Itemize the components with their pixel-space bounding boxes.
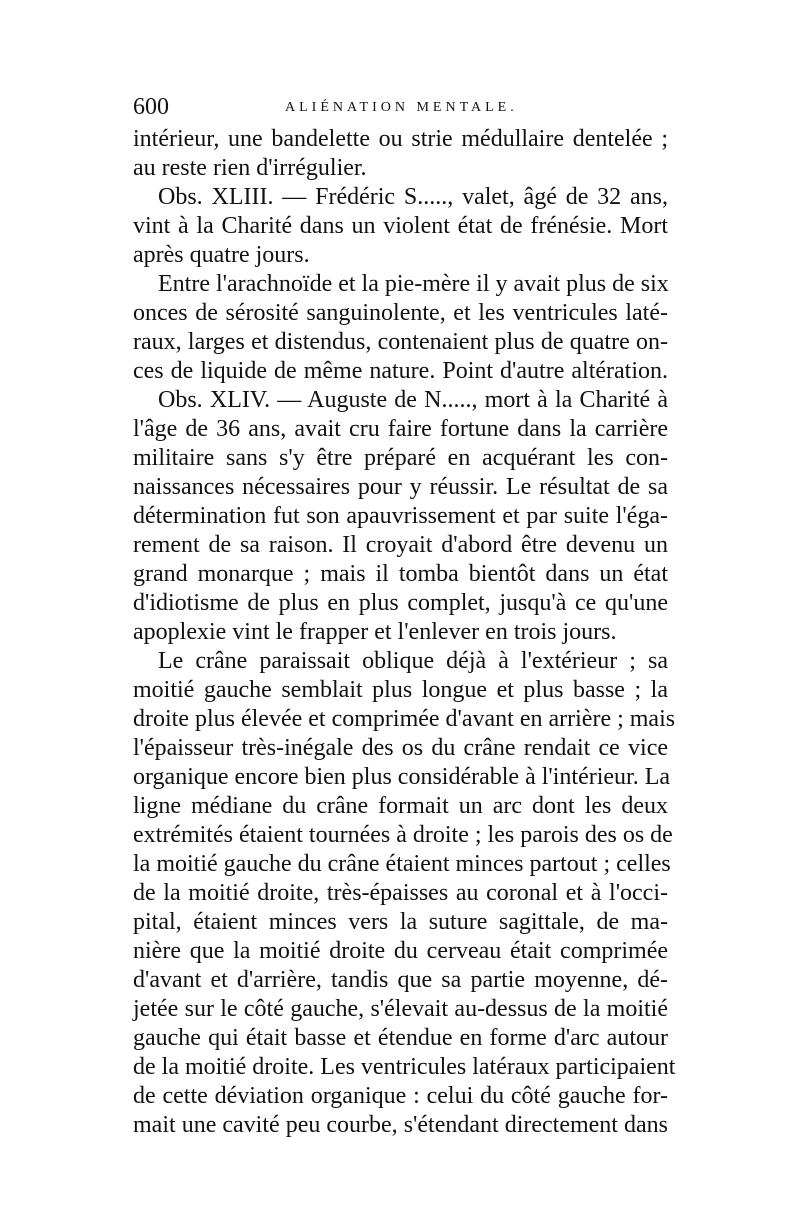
text-line: de la moitié droite, très-épaisses au coronal et à l'occi-	[133, 880, 668, 906]
text-line: détermination fut son apauvrissement et par suite l'éga-	[133, 503, 668, 529]
text-line: onces de sérosité sanguinolente, et les ventricules laté-	[133, 300, 668, 326]
text-line: Le crâne paraissait oblique déjà à l'extérieur ; sa	[158, 648, 668, 674]
text-line: raux, larges et distendus, contenaient plus de quatre on-	[133, 329, 668, 355]
text-line: d'avant et d'arrière, tandis que sa partie moyenne, dé-	[133, 967, 668, 993]
text-line: gauche qui était basse et étendue en forme d'arc autour	[133, 1025, 668, 1051]
text-line: militaire sans s'y être préparé en acquérant les con-	[133, 445, 668, 471]
page-number: 600	[133, 94, 169, 120]
text-line: de la moitié droite. Les ventricules latéraux participaient	[133, 1054, 676, 1080]
text-line: ligne médiane du crâne formait un arc dont les deux	[133, 793, 668, 819]
text-line: ces de liquide de même nature. Point d'autre altération.	[133, 358, 668, 384]
text-line: l'épaisseur très-inégale des os du crâne rendait ce vice	[133, 735, 668, 761]
text-line: rement de sa raison. Il croyait d'abord être devenu un	[133, 532, 668, 558]
text-line: après quatre jours.	[133, 242, 310, 268]
text-line: organique encore bien plus considérable à l'intérieur. La	[133, 764, 671, 790]
text-line: la moitié gauche du crâne étaient minces partout ; celles	[133, 851, 671, 877]
text-line: mait une cavité peu courbe, s'étendant directement dans	[133, 1112, 668, 1138]
page-header	[133, 92, 668, 122]
text-line: extrémités étaient tournées à droite ; les parois des os de	[133, 822, 673, 848]
text-line: nière que la moitié droite du cerveau était comprimée	[133, 938, 668, 964]
text-line: au reste rien d'irrégulier.	[133, 155, 367, 181]
text-line: jetée sur le côté gauche, s'élevait au-dessus de la moitié	[133, 996, 668, 1022]
text-line: Obs. XLIV. — Auguste de N....., mort à la Charité à	[158, 387, 668, 413]
text-line: moitié gauche semblait plus longue et plus basse ; la	[133, 677, 668, 703]
text-line: droite plus élevée et comprimée d'avant en arrière ; mais	[133, 706, 676, 732]
text-line: apoplexie vint le frapper et l'enlever en trois jours.	[133, 619, 617, 645]
running-head: ALIÉNATION MENTALE.	[285, 100, 518, 115]
text-line: d'idiotisme de plus en plus complet, jusqu'à ce qu'une	[133, 590, 668, 616]
text-line: grand monarque ; mais il tomba bientôt dans un état	[133, 561, 668, 587]
text-line: intérieur, une bandelette ou strie médullaire dentelée ;	[133, 126, 668, 152]
text-line: Entre l'arachnoïde et la pie-mère il y avait plus de six	[158, 271, 669, 297]
text-line: vint à la Charité dans un violent état de frénésie. Mort	[133, 213, 668, 239]
text-line: de cette déviation organique : celui du côté gauche for-	[133, 1083, 668, 1109]
text-line: pital, étaient minces vers la suture sagittale, de ma-	[133, 909, 668, 935]
text-line: naissances nécessaires pour y réussir. Le résultat de sa	[133, 474, 668, 500]
text-line: l'âge de 36 ans, avait cru faire fortune dans la carrière	[133, 416, 668, 442]
text-line: Obs. XLIII. — Frédéric S....., valet, âgé de 32 ans,	[158, 184, 668, 210]
